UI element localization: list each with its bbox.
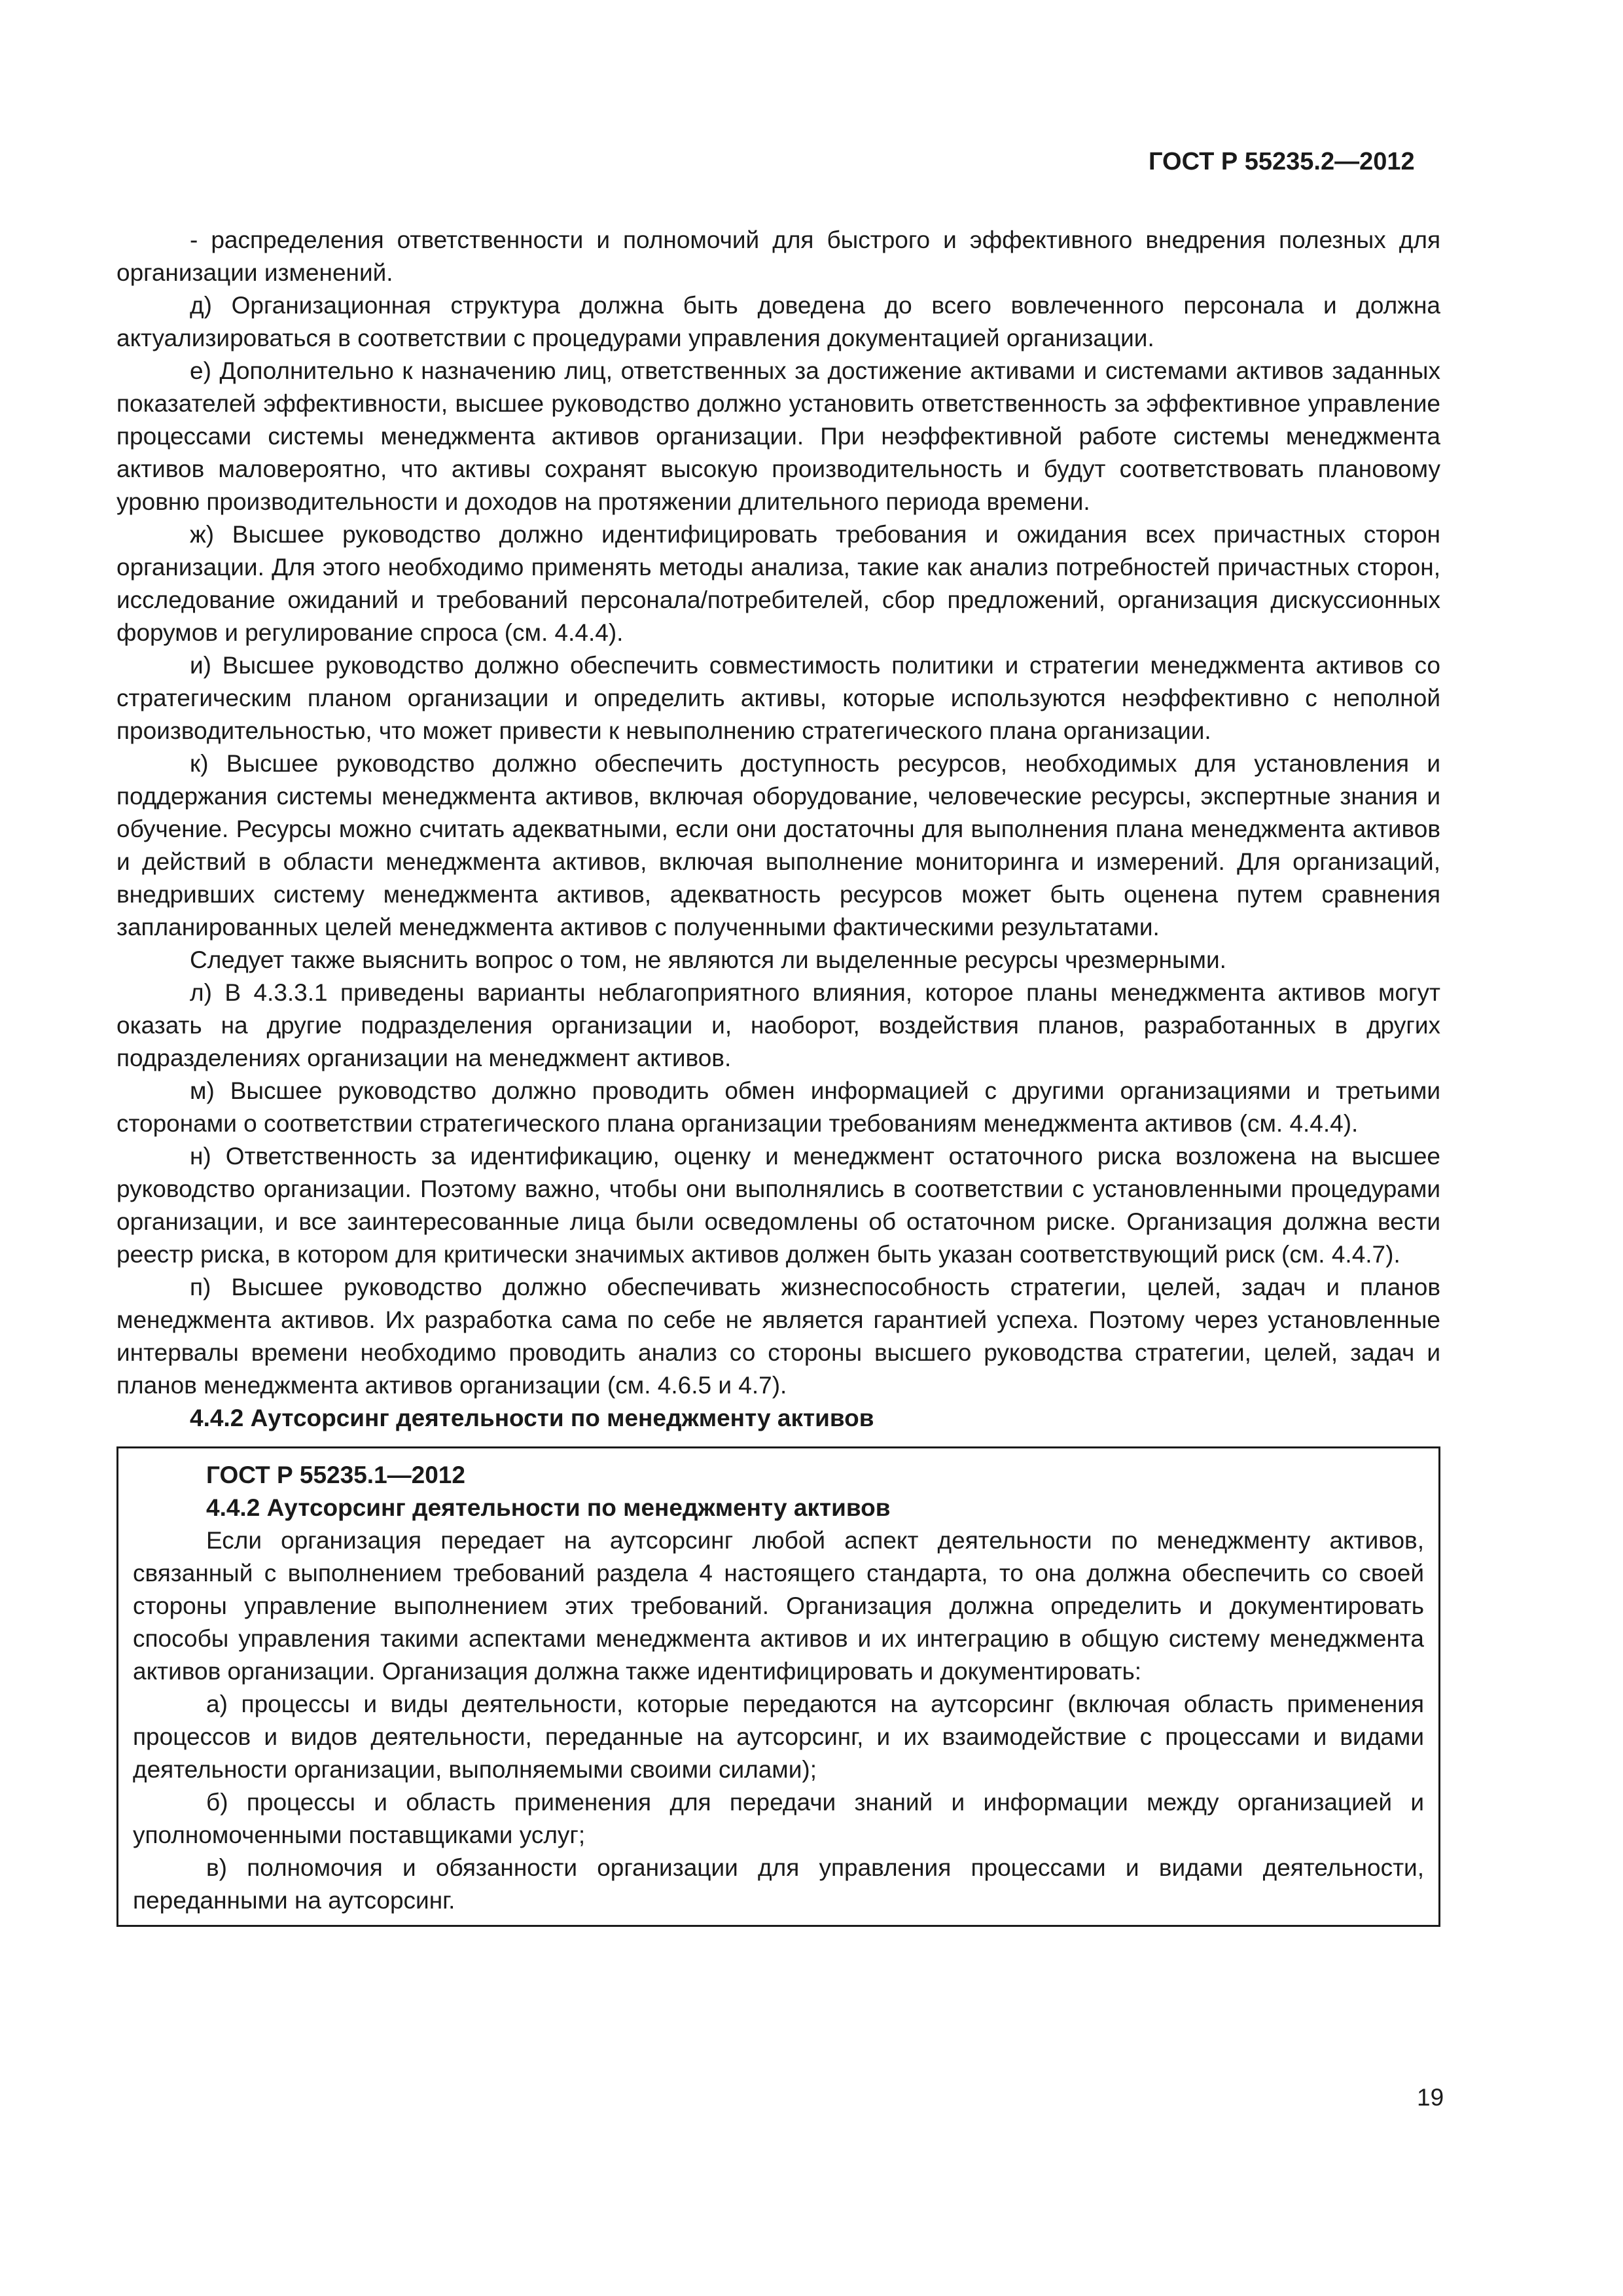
- quote-standard-number: ГОСТ Р 55235.1—2012: [206, 1462, 465, 1488]
- paragraph: д) Организационная структура должна быть доведена до всего вовлеченного персонала и должна актуализироваться в соответствии с процедурами управления документацией организации.: [116, 292, 1440, 351]
- quote-paragraph: б) процессы и область применения для передачи знаний и информации между организацией и уполномоченными поставщиками услуг;: [133, 1789, 1424, 1848]
- quote-section-title: 4.4.2 Аутсорсинг деятельности по менеджменту активов: [206, 1494, 891, 1521]
- paragraph: н) Ответственность за идентификацию, оценку и менеджмент остаточного риска возложена на высшее руководство организации. Поэтому важно, чтобы они выполнялись в соответствии с установленными процедурами организации, и все заинтересованные лица были осведомлены об остаточном риске. Организация должна вести реестр риска, в котором для критически значимых активов должен быть указан соответствующий риск (см. 4.4.7).: [116, 1143, 1440, 1268]
- paragraph: е) Дополнительно к назначению лиц, ответственных за достижение активами и системами активов заданных показателей эффективности, высшее руководство должно установить ответственность за эффективное управление процессами системы менеджмента активов организации. При неэффективной работе системы менеджмента активов маловероятно, что активы сохранят высокую производительность и будут соответствовать плановому уровню производительности и доходов на протяжении длительного периода времени.: [116, 357, 1440, 515]
- quoted-standard-box: [116, 1446, 1440, 1927]
- paragraph: м) Высшее руководство должно проводить обмен информацией с другими организациями и третьими сторонами о соответствии стратегического плана организации требованиям менеджмента активов (см. 4.4.4).: [116, 1077, 1440, 1137]
- quote-paragraph: Если организация передает на аутсорсинг любой аспект деятельности по менеджменту активов, связанный с выполнением требований раздела 4 настоящего стандарта, то она должна обеспечить со своей стороны управление выполнением этих требований. Организация должна определить и документировать способы управления такими аспектами менеджмента активов и их интеграцию в общую систему менеджмента активов организации. Организация должна также идентифицировать и документировать:: [133, 1527, 1424, 1685]
- section-heading: 4.4.2 Аутсорсинг деятельности по менеджменту активов: [190, 1405, 874, 1431]
- paragraph: к) Высшее руководство должно обеспечить доступность ресурсов, необходимых для установления и поддержания системы менеджмента активов, включая оборудование, человеческие ресурсы, экспертные знания и обучение. Ресурсы можно считать адекватными, если они достаточны для выполнения плана менеджмента активов и действий в области менеджмента активов, включая выполнение мониторинга и измерений. Для организаций, внедривших систему менеджмента активов, адекватность ресурсов может быть оценена путем сравнения запланированных целей менеджмента активов с полученными фактическими результатами.: [116, 750, 1440, 941]
- paragraph: л) В 4.3.3.1 приведены варианты неблагоприятного влияния, которое планы менеджмента активов могут оказать на другие подразделения организации и, наоборот, воздействия планов, разработанных в других подразделениях организации на менеджмент активов.: [116, 979, 1440, 1071]
- paragraph: Следует также выяснить вопрос о том, не являются ли выделенные ресурсы чрезмерными.: [190, 946, 1226, 973]
- paragraph: ж) Высшее руководство должно идентифицировать требования и ожидания всех причастных сторон организации. Для этого необходимо применять методы анализа, такие как анализ потребностей причастных сторон, исследование ожиданий и требований персонала/потребителей, сбор предложений, организация дискуссионных форумов и регулирование спроса (см. 4.4.4).: [116, 521, 1440, 646]
- paragraph: и) Высшее руководство должно обеспечить совместимость политики и стратегии менеджмента активов со стратегическим планом организации и определить активы, которые используются неэффективно с неполной производительностью, что может привести к невыполнению стратегического плана организации.: [116, 652, 1440, 744]
- quote-paragraph: в) полномочия и обязанности организации для управления процессами и видами деятельности, переданными на аутсорсинг.: [133, 1854, 1424, 1914]
- document-body: [116, 224, 1440, 1927]
- paragraph: п) Высшее руководство должно обеспечивать жизнеспособность стратегии, целей, задач и планов менеджмента активов. Их разработка сама по себе не является гарантией успеха. Поэтому через установленные интервалы времени необходимо проводить анализ со стороны высшего руководства стратегии, целей, задач и планов менеджмента активов организации (см. 4.6.5 и 4.7).: [116, 1274, 1440, 1399]
- paragraph: - распределения ответственности и полномочий для быстрого и эффективного внедрения полезных для организации изменений.: [116, 226, 1440, 286]
- document-number-header: ГОСТ Р 55235.2—2012: [1149, 148, 1415, 175]
- page-number: 19: [1417, 2084, 1444, 2111]
- quote-paragraph: а) процессы и виды деятельности, которые передаются на аутсорсинг (включая область применения процессов и видов деятельности, переданные на аутсорсинг, и их взаимодействие с процессами и видами деятельности организации, выполняемыми своими силами);: [133, 1691, 1424, 1783]
